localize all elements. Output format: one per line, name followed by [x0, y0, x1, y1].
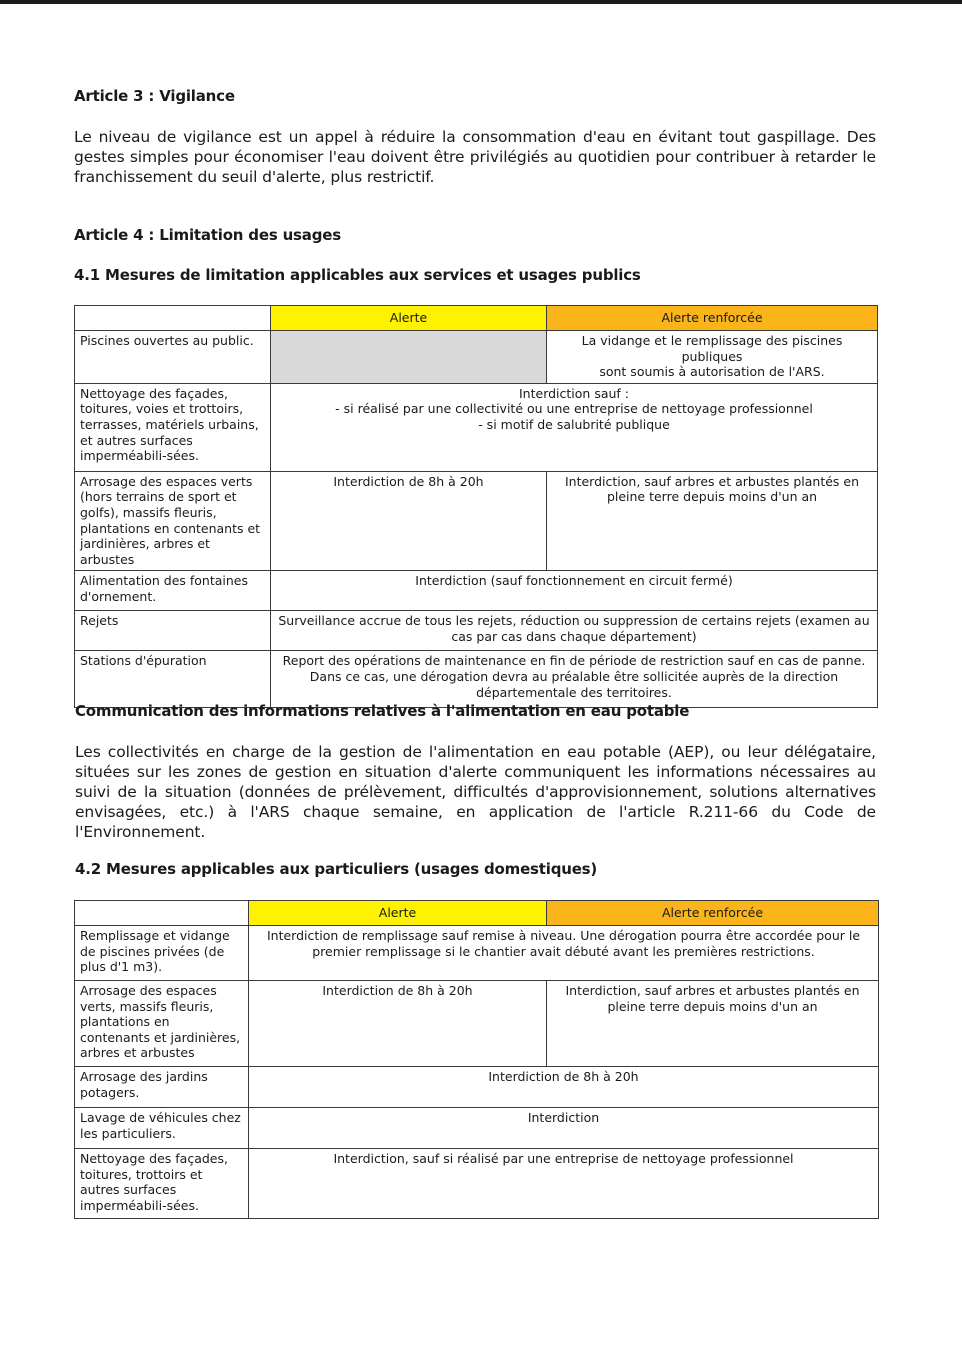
- row-merged-cell: [271, 383, 878, 471]
- row-renforcee-cell: [547, 471, 878, 571]
- row-merged-cell: [271, 611, 878, 651]
- communication-heading: Communication des informations relatives à l'alimentation en eau potable: [75, 702, 690, 720]
- article-3-paragraph: Le niveau de vigilance est un appel à réduire la consommation d'eau en évitant tout gaspillage. Des gestes simples pour économiser l'eau doivent être privilégiés au quotidien pour contribuer à retarder le franchissement du seuil d'alerte, plus restrictif.: [74, 128, 876, 186]
- article-4-heading: Article 4 : Limitation des usages: [74, 226, 341, 244]
- header-alerte: Alerte: [249, 901, 547, 926]
- header-empty-cell: [75, 901, 249, 926]
- table-row: [75, 1108, 879, 1149]
- header-empty-cell: [75, 306, 271, 331]
- table-row: [75, 611, 878, 651]
- cell-line: Interdiction de remplissage sauf remise à niveau. Une dérogation pourra être accordée pour le: [266, 928, 861, 943]
- row-label: Nettoyage des façades, toitures, trottoirs et autres surfaces imperméabili-sées.: [75, 1149, 249, 1219]
- page-top-border: [0, 0, 962, 4]
- row-label: Alimentation des fontaines d'ornement.: [75, 571, 271, 611]
- cell-line: La vidange et le remplissage des piscines publiques: [581, 333, 843, 364]
- header-alerte-renforcee: Alerte renforcée: [547, 901, 879, 926]
- table-row: [75, 571, 878, 611]
- table-row: [75, 981, 879, 1067]
- row-alerte-cell: Interdiction de 8h à 20h: [271, 471, 547, 571]
- row-label: Stations d'épuration: [75, 651, 271, 708]
- row-alerte-cell: Interdiction de 8h à 20h: [249, 981, 547, 1067]
- row-label: Nettoyage des façades, toitures, voies et trottoirs, terrasses, matériels urbains, et autres surfaces imperméabili-sées.: [75, 383, 271, 471]
- row-renforcee-cell: [547, 331, 878, 384]
- row-label: Piscines ouvertes au public.: [75, 331, 271, 384]
- table-row: [75, 383, 878, 471]
- row-merged-cell: Interdiction (sauf fonctionnement en circuit fermé): [271, 571, 878, 611]
- table-header-row: [75, 901, 879, 926]
- row-merged-cell: Interdiction: [249, 1108, 879, 1149]
- table-row: [75, 926, 879, 981]
- cell-line: Dans ce cas, une dérogation devra au préalable être sollicitée auprès de la direction: [309, 668, 839, 684]
- cell-line: Interdiction sauf :: [519, 385, 629, 401]
- header-alerte: Alerte: [271, 306, 547, 331]
- table-row: [75, 331, 878, 384]
- greyed-cell: [271, 331, 547, 384]
- cell-line: départementale des territoires.: [476, 684, 672, 700]
- row-label: Rejets: [75, 611, 271, 651]
- article-3-heading: Article 3 : Vigilance: [74, 87, 235, 105]
- row-merged-cell: Interdiction, sauf si réalisé par une entreprise de nettoyage professionnel: [249, 1149, 879, 1219]
- row-label: Remplissage et vidange de piscines privées (de plus d'1 m3).: [75, 926, 249, 981]
- cell-line: Surveillance accrue de tous les rejets, réduction ou suppression de certains rejets (examen au: [278, 613, 870, 629]
- cell-line: Interdiction, sauf arbres et arbustes plantés en: [564, 473, 860, 489]
- section-4-2-heading: 4.2 Mesures applicables aux particuliers (usages domestiques): [75, 860, 598, 878]
- row-label: Arrosage des espaces verts (hors terrains de sport et golfs), massifs fleuris, plantations en contenants et jardinières, arbres et arbustes: [75, 471, 271, 571]
- table-row: [75, 471, 878, 571]
- table-row: [75, 1067, 879, 1108]
- row-merged-cell: [271, 651, 878, 708]
- cell-line: pleine terre depuis moins d'un an: [606, 489, 818, 505]
- row-merged-cell: Interdiction de 8h à 20h: [249, 1067, 879, 1108]
- table-row: [75, 1149, 879, 1219]
- public-measures-table: [74, 305, 878, 708]
- cell-line: - si réalisé par une collectivité ou une entreprise de nettoyage professionnel: [335, 401, 813, 417]
- table-row: [75, 651, 878, 708]
- domestic-measures-table: [74, 900, 879, 1219]
- communication-paragraph: Les collectivités en charge de la gestion de l'alimentation en eau potable (AEP), ou leur délégataire, situées sur les zones de gestion en situation d'alerte communiquent les informations nécessaires au suivi de la situation (données de prélèvement, difficultés d'approvisionnement, solutions alternatives envisagées, etc.) à l'ARS chaque semaine, en application de l'article R.211-66 du Code de l'Environnement.: [75, 743, 876, 841]
- cell-line: Report des opérations de maintenance en fin de période de restriction sauf en cas de panne.: [282, 653, 866, 669]
- cell-line: pleine terre depuis moins d'un an: [607, 998, 818, 1014]
- row-renforcee-cell: [547, 981, 879, 1067]
- table-header-row: [75, 306, 878, 331]
- row-label: Lavage de véhicules chez les particuliers.: [75, 1108, 249, 1149]
- header-alerte-renforcee: Alerte renforcée: [547, 306, 878, 331]
- cell-line: cas par cas dans chaque département): [451, 628, 697, 644]
- cell-line: sont soumis à autorisation de l'ARS.: [599, 364, 825, 380]
- row-label: Arrosage des jardins potagers.: [75, 1067, 249, 1108]
- section-4-1-heading: 4.1 Mesures de limitation applicables aux services et usages publics: [74, 266, 641, 284]
- row-label: Arrosage des espaces verts, massifs fleuris, plantations en contenants et jardinières, arbres et arbustes: [75, 981, 249, 1067]
- cell-line: Interdiction, sauf arbres et arbustes plantés en: [565, 983, 860, 998]
- cell-line: premier remplissage si le chantier avait débuté avant les premières restrictions.: [312, 943, 815, 959]
- row-merged-cell: [249, 926, 879, 981]
- cell-line: - si motif de salubrité publique: [478, 416, 670, 432]
